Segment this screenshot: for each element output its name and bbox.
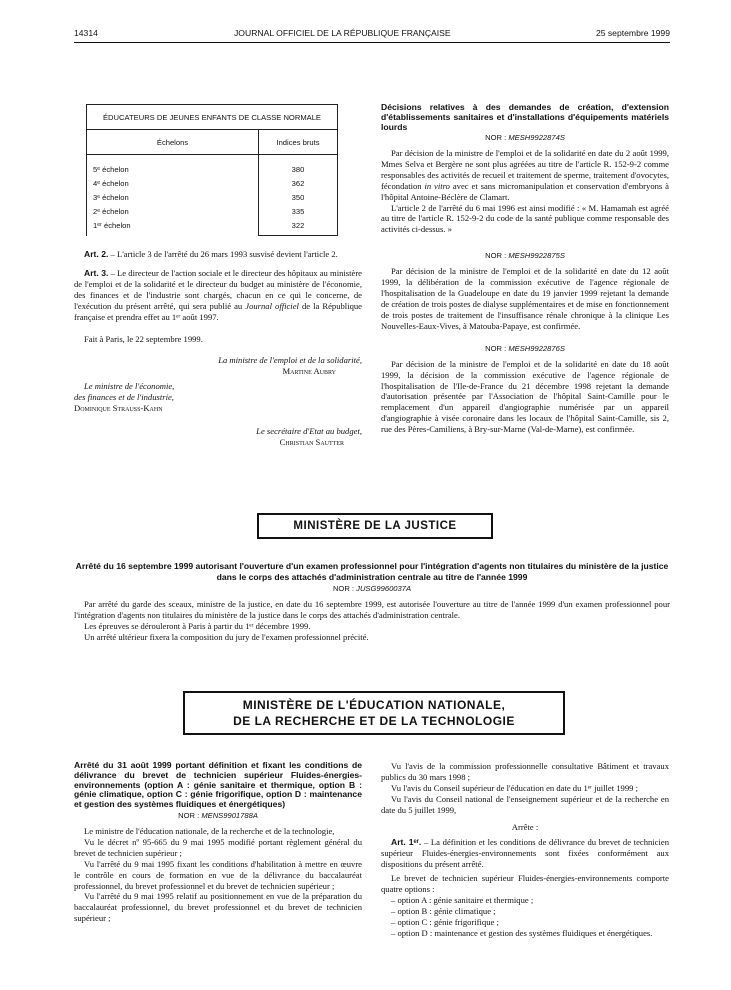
page-number: 14314	[74, 28, 98, 38]
signature-2-title-a: Le ministre de l'économie,	[84, 381, 175, 392]
list-item: – option B : génie climatique ;	[391, 905, 496, 916]
echelon-cell: 4ᵉ échelon	[93, 179, 129, 189]
signature-3-name: Christian Sautter	[279, 436, 344, 447]
list-item: – option A : génie sanitaire et thermique ;	[391, 894, 534, 905]
indice-cell: 350	[291, 193, 305, 202]
education-left	[74, 761, 362, 924]
education-visa-6: Vu l'avis du Conseil supérieur de l'éducation en date du 1ᵉʳ juillet 1999 ;	[391, 782, 638, 793]
ministry-justice-box: MINISTÈRE DE LA JUSTICE	[257, 513, 493, 539]
col-header-indices: Indices bruts	[259, 130, 338, 155]
header-rule	[74, 42, 670, 43]
article-1: Art. 1ᵉʳ. – La définition et les conditions de délivrance du brevet de technicien supérieur Fluides-énergies-environnements sont fixées conformément aux dispositions du présent arrêté.	[381, 837, 669, 870]
col-header-echelons: Échelons	[87, 130, 259, 155]
education-visa-1: Le ministre de l'éducation nationale, de la recherche et de la technologie,	[84, 825, 335, 836]
indice-cell: 380	[291, 165, 305, 174]
nor-line: NOR : MENS9901788A	[178, 810, 258, 820]
nor-line: NOR : MESH9922876S	[485, 343, 565, 353]
education-box-line-2: DE LA RECHERCHE ET DE LA TECHNOLOGIE	[233, 714, 515, 728]
education-arrete-title: Arrêté du 31 août 1999 portant définition et fixant les conditions de délivrance du brevet de technicien supérieur Fluides-énergies-environnements (option A : génie sanitaire et thermique, option B : génie climatique, option C : génie frigorifique, option D : maintenance et gestion des systèmes fluidiques et énergétiques)	[74, 760, 362, 810]
signature-2-name: Dominique Strauss-Kahn	[74, 402, 163, 413]
article-2: Art. 2. – L'article 3 de l'arrêté du 26 mars 1993 susvisé devient l'article 2.	[84, 249, 338, 259]
decision-3-para: Par décision de la ministre de l'emploi et de la solidarité en date du 18 août 1999, la décision de la commission exécutive de l'agence régionale de l'hospitalisation de l'Ile-de-France du 21 décembre 1998 rejetant la demande d'autorisation présentée par l'Association de l'hôpital Saint-Camille pour le remplacement d'un appareil d'angiographie numérisée par un appareil d'angiographie à visée coronaire dans les locaux de l'hôpital Saint-Camille, sis 2, rue des Pères-Camiliens, à Bry-sur-Marne (Val-de-Marne), est confirmée.	[381, 358, 669, 435]
journal-title: JOURNAL OFFICIEL DE LA RÉPUBLIQUE FRANÇAISE	[234, 28, 451, 38]
decisions-heading: Décisions relatives à des demandes de création, d'extension d'établissements sanitaires et d'installations d'équipements matériels lourds	[381, 102, 669, 132]
table-title: ÉDUCATEURS DE JEUNES ENFANTS DE CLASSE NORMALE	[87, 105, 338, 130]
indice-cell: 362	[291, 179, 305, 188]
education-right	[381, 761, 669, 939]
justice-para-1: Par arrêté du garde des sceaux, ministre de la justice, en date du 16 septembre 1999, est autorisée l'ouverture au titre de l'année 1999 d'un examen professionnel pour l'intégration d'agents non titulaires du ministère de la justice dans le corps des attachés d'administration centrale.	[74, 599, 670, 620]
nor-line: NOR : JUSG9960037A	[332, 584, 412, 593]
decision-1-para-2: L'article 2 de l'arrêté du 6 mai 1996 est ainsi modifié : « M. Hamamah est agréé au titre de l'article R. 152-9-2 du code de la santé publique comme responsable des activités ci-dessus. »	[381, 202, 669, 235]
list-item: – option C : génie frigorifique ;	[391, 916, 499, 927]
nor-line: NOR : MESH9922875S	[485, 251, 565, 261]
education-visa-7: Vu l'avis du Conseil national de l'enseignement supérieur et de la recherche en date du 5 juillet 1999,	[381, 793, 669, 815]
left-articles	[74, 249, 362, 448]
education-visa-2: Vu le décret nº 95-665 du 9 mai 1995 modifié portant règlement général du brevet de technicien supérieur ;	[74, 836, 362, 858]
signature-1-title: La ministre de l'emploi et de la solidarité,	[218, 355, 362, 366]
signature-1-name: Martine Aubry	[282, 366, 336, 377]
echelon-cell: 5ᵉ échelon	[93, 165, 129, 175]
justice-para-2: Les épreuves se dérouleront à Paris à partir du 1ᵉʳ décembre 1999.	[84, 620, 311, 631]
table-row	[87, 155, 338, 236]
education-visa-4: Vu l'arrêté du 9 mai 1995 relatif au positionnement en vue de la préparation du baccalauréat professionnel, du brevet professionnel et du brevet de technicien supérieur ;	[74, 891, 362, 924]
fait-a-paris: Fait à Paris, le 22 septembre 1999.	[84, 334, 203, 345]
echelon-cell: 2ᵉ échelon	[93, 207, 129, 217]
signature-3-title: Le secrétaire d'Etat au budget,	[256, 425, 362, 436]
justice-para-3: Un arrêté ultérieur fixera la composition du jury de l'examen professionnel précité.	[84, 631, 369, 642]
justice-arrete-title: Arrêté du 16 septembre 1999 autorisant l'ouverture d'un examen professionnel pour l'intégration d'agents non titulaires du ministère de la justice dans le corps des attachés d'administration centrale au titre de l'année 1999	[75, 561, 669, 582]
options-list	[381, 895, 669, 939]
salary-table	[86, 104, 338, 236]
echelon-cell: 3ᵉ échelon	[93, 193, 129, 203]
decision-2-para: Par décision de la ministre de l'emploi et de la solidarité en date du 12 août 1999, la délibération de la commission exécutive de l'agence régionale de l'hospitalisation de la Guadeloupe en date du 19 janvier 1999 rejetant la demande de création de trois postes de dialyse supplémentaires et de mise en fonctionnement de trois postes de traitement de l'insuffisance rénale chronique à la clinique Les Nouvelles-Eaux-Vives, à Matouba-Papaye, est confirmée.	[381, 266, 669, 331]
article-3: Art. 3. – Le directeur de l'action sociale et le directeur des hôpitaux au ministère de l'emploi et de la solidarité et le directeur du budget au ministère de l'économie, des finances et de l'industrie sont chargés, chacun en ce qui le concerne, de l'exécution du présent arrêté, qui sera publié au Journal officiel de la République française et prendra effet au 1ᵉʳ août 1997.	[74, 267, 362, 322]
education-box-line-1: MINISTÈRE DE L'ÉDUCATION NATIONALE,	[242, 698, 506, 712]
page-header	[74, 28, 670, 40]
indice-cell: 335	[291, 207, 305, 216]
list-item: – option D : maintenance et gestion des systèmes fluidiques et énergétiques.	[391, 927, 653, 938]
header-date: 25 septembre 1999	[595, 28, 670, 38]
education-visa-3: Vu l'arrêté du 9 mai 1995 fixant les conditions d'habilitation à mettre en œuvre le contrôle en cours de formation en vue de la délivrance du baccalauréat professionnel, du brevet professionnel et du brevet de technicien supérieur ;	[74, 858, 362, 891]
right-decisions	[381, 102, 669, 435]
echelon-cell: 1ᵉʳ échelon	[93, 221, 131, 231]
education-visa-5: Vu l'avis de la commission professionnelle consultative Bâtiment et travaux publics du 30 mars 1998 ;	[381, 761, 669, 782]
decision-1-para-1: Par décision de la ministre de l'emploi et de la solidarité en date du 2 août 1999, Mmes Selva et Bergère ne sont plus agréées au titre de l'article R. 152-9-2 comme responsables des activités de recueil et traitement de sperme, traitement d'ovocytes, fécondation in vitro avec et sans micromanipulation et conservation d'embryons à l'hôpital Antoine-Béclère de Clamart.	[381, 148, 669, 202]
signature-2-title-b: des finances et de l'industrie,	[74, 392, 174, 403]
ministry-education-box	[183, 691, 565, 735]
indice-cell: 322	[291, 221, 305, 230]
arrete-label: Arrête :	[511, 821, 539, 832]
options-intro: Le brevet de technicien supérieur Fluides-énergies-environnements comporte quatre options :	[381, 873, 669, 895]
justice-section	[74, 561, 670, 643]
nor-line: NOR : MESH9922874S	[485, 133, 565, 142]
